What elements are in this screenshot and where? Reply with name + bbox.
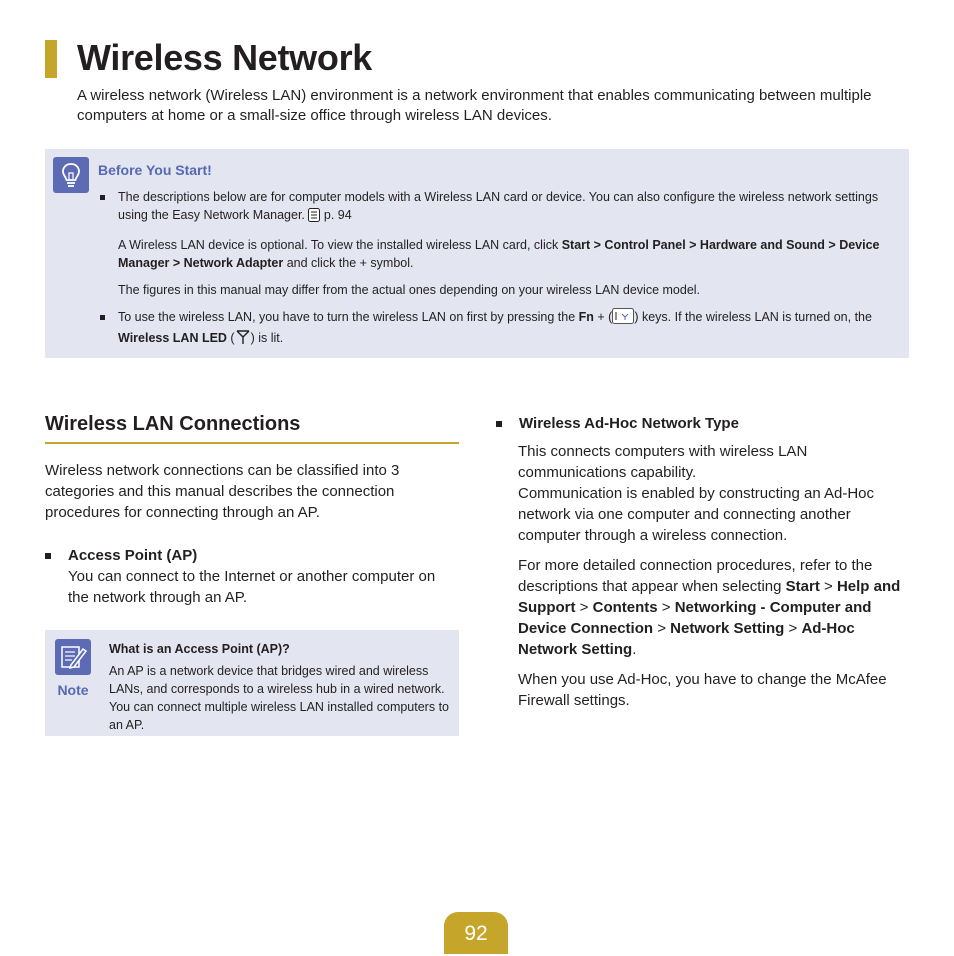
led-label: Wireless LAN LED bbox=[118, 331, 227, 345]
before-you-start-body bbox=[100, 188, 900, 350]
bullet-text: The descriptions below are for computer models with a Wireless LAN card or device. You can also configure the wireless network settings using the Easy Network Manager. bbox=[118, 190, 879, 222]
list-item-text bbox=[118, 308, 900, 350]
text-segment: and click the + symbol. bbox=[283, 256, 414, 270]
intro-paragraph: A wireless network (Wireless LAN) environment is a network environment that enables communicating between multiple computers at home or a small-size office through wireless LAN devices. bbox=[77, 87, 872, 124]
separator: > bbox=[784, 620, 802, 637]
menu-path-segment: Ad-Hoc Network Setting bbox=[518, 620, 855, 658]
adhoc-paragraph: When you use Ad-Hoc, you have to change the McAfee Firewall settings. bbox=[518, 671, 887, 709]
text-segment: For more detailed connection procedures, refer to the descriptions that appear when selecting bbox=[518, 557, 873, 595]
note-body bbox=[109, 640, 449, 734]
right-column bbox=[496, 413, 906, 711]
connections-intro: Wireless network connections can be classified into 3 categories and this manual describes the connection procedures for connecting through an AP. bbox=[45, 462, 400, 521]
list-item-text bbox=[118, 188, 900, 227]
pencil-note-icon bbox=[55, 639, 91, 675]
list-item bbox=[496, 413, 906, 434]
adhoc-paragraph bbox=[518, 555, 906, 660]
text-segment: ) keys. If the wireless LAN is turned on, the bbox=[634, 310, 872, 324]
separator: > bbox=[657, 599, 675, 616]
title-accent-bar bbox=[45, 40, 57, 78]
list-item-text bbox=[118, 236, 900, 272]
menu-path-segment: Help and Support bbox=[518, 578, 901, 616]
wireless-key-icon bbox=[612, 308, 634, 329]
section-heading: Wireless LAN Connections bbox=[45, 413, 301, 435]
menu-path-segment: Networking - Computer and Device Connection bbox=[518, 599, 872, 637]
before-you-start-box bbox=[45, 149, 909, 358]
note-label: Note bbox=[57, 682, 89, 698]
adhoc-paragraph: This connects computers with wireless LAN communications capability. bbox=[518, 443, 808, 481]
manual-reference-icon bbox=[308, 208, 320, 227]
separator: > bbox=[819, 578, 837, 595]
menu-path-segment: Contents bbox=[592, 599, 658, 616]
text-segment: ) is lit. bbox=[250, 331, 284, 345]
antenna-icon bbox=[235, 329, 251, 350]
note-text: An AP is a network device that bridges wired and wireless LANs, and corresponds to a wireless hub in a wired network. You can connect multiple wireless LAN installed computers to an AP. bbox=[109, 664, 449, 732]
bullet-square bbox=[45, 553, 51, 559]
note-title: What is an Access Point (AP)? bbox=[109, 642, 290, 656]
before-you-start-heading: Before You Start! bbox=[98, 162, 212, 178]
note-box bbox=[45, 630, 459, 736]
page-title: Wireless Network bbox=[77, 37, 372, 78]
section-divider bbox=[45, 442, 459, 444]
text-segment: A Wireless LAN device is optional. To view the installed wireless LAN card, click bbox=[118, 238, 562, 252]
ap-text: You can connect to the Internet or another computer on the network through an AP. bbox=[68, 568, 436, 606]
bullet-square bbox=[100, 195, 105, 200]
text-segment: To use the wireless LAN, you have to turn the wireless LAN on first by pressing the bbox=[118, 310, 579, 324]
text-segment: + ( bbox=[593, 310, 613, 324]
adhoc-title: Wireless Ad-Hoc Network Type bbox=[519, 415, 739, 432]
menu-path-segment: Start bbox=[785, 578, 820, 595]
separator: > bbox=[653, 620, 671, 637]
adhoc-paragraph: Communication is enabled by constructing an Ad-Hoc network via one computer and connecting another computer through a wireless connection. bbox=[518, 485, 875, 544]
text-segment: ( bbox=[226, 331, 235, 345]
menu-path: Start > Control Panel > Hardware and Sound > Device Manager > Network Adapter bbox=[118, 238, 880, 270]
lightbulb-icon bbox=[53, 157, 89, 193]
separator: > bbox=[575, 599, 593, 616]
list-item bbox=[100, 308, 900, 350]
fn-key-label: Fn bbox=[578, 310, 594, 324]
list-item bbox=[100, 188, 900, 299]
adhoc-body bbox=[496, 441, 906, 711]
list-item bbox=[45, 545, 459, 608]
list-item-text: The figures in this manual may differ from the actual ones depending on your wireless LAN device model. bbox=[118, 283, 701, 297]
ap-title: Access Point (AP) bbox=[68, 547, 198, 564]
menu-path-segment: Network Setting bbox=[670, 620, 785, 637]
period: . bbox=[632, 641, 637, 658]
bullet-square bbox=[496, 421, 502, 427]
page-number: 92 bbox=[444, 912, 508, 954]
page-reference: p. 94 bbox=[323, 208, 352, 222]
left-column bbox=[45, 460, 459, 608]
bullet-square bbox=[100, 315, 105, 320]
